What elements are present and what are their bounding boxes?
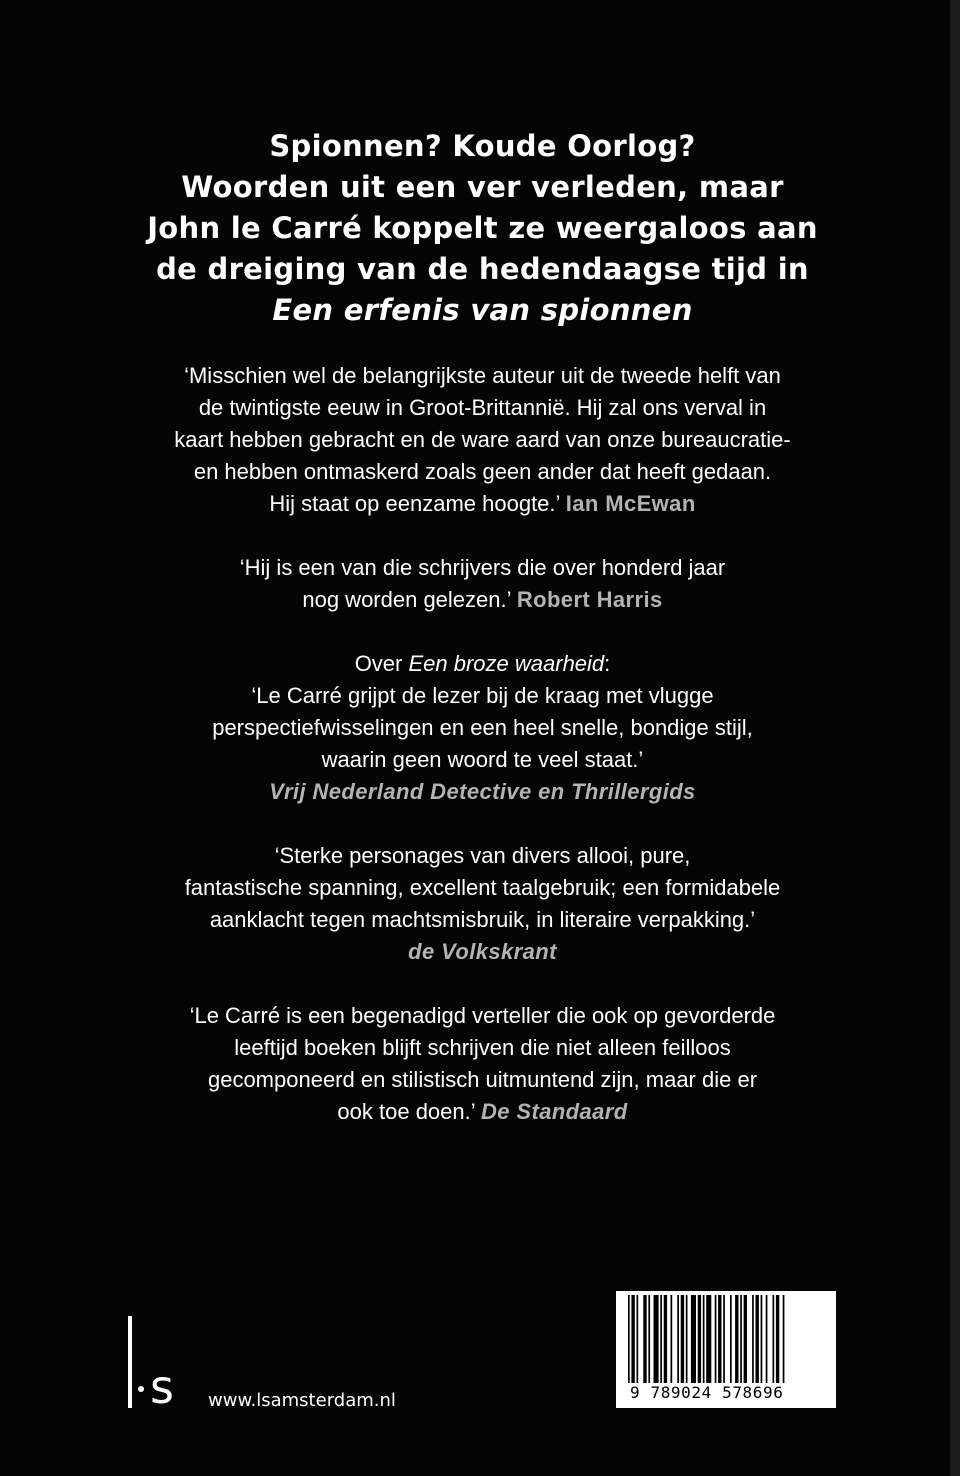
barcode-bar [664,1295,667,1383]
quote-line: fantastische spanning, excellent taalgebruik; een formidabele [184,875,781,900]
logo-letter: s [150,1360,174,1414]
quote-source: de Volkskrant [408,939,557,964]
quote-line: ‘Le Carré is een begenadigd verteller die ook op gevorderde [189,1003,776,1028]
isbn-barcode [616,1291,836,1408]
barcode-bar [756,1295,759,1383]
barcode-bar [706,1295,711,1383]
barcode-bar [686,1295,688,1383]
barcode-bar [730,1295,732,1383]
barcode-bar [703,1295,705,1383]
quote-volkskrant [60,840,905,968]
barcode-bar [773,1295,775,1383]
barcode-bar [735,1295,738,1383]
headline-line: Woorden uit een ver verleden, maar [181,170,784,204]
quote-intro-suffix: : [604,651,611,676]
barcode-bar [648,1295,650,1383]
headline-line: John le Carré koppelt ze weergaloos aan [147,211,818,245]
quote-line: waarin geen woord te veel staat.’ [321,747,644,772]
headline-book-title: Een erfenis van spionnen [272,293,693,327]
quote-mcewan [60,360,905,520]
quote-standaard [60,1000,905,1128]
logo-bar-icon [128,1316,132,1408]
barcode-bar [698,1295,701,1383]
barcode-bar [643,1295,646,1383]
barcode-bar [723,1295,725,1383]
barcode-bar [677,1295,679,1383]
barcode-bar [691,1295,696,1383]
quote-last-line [60,584,905,616]
barcode-bar [715,1295,717,1383]
headline-line: de dreiging van de hedendaagse tijd in [156,252,809,286]
barcode-bar [752,1295,754,1383]
quote-text: nog worden gelezen.’ [302,587,511,612]
barcode-bar [744,1295,747,1383]
barcode-bar [637,1295,639,1383]
quote-line: aanklacht tegen machtsmisbruik, in literaire verpakking.’ [209,907,756,932]
quote-source: Vrij Nederland Detective en Thrillergids [269,779,696,804]
barcode-bar [783,1295,785,1383]
headline-line: Spionnen? Koude Oorlog? [269,129,696,163]
quote-source: De Standaard [480,1099,628,1124]
quote-last-line [60,1096,905,1128]
publisher-logo [124,1316,424,1416]
barcode-bar [660,1295,662,1383]
quote-source: Ian McEwan [565,491,696,516]
cover-edge [950,0,960,1476]
quote-intro-title: Een broze waarheid [408,651,605,676]
publisher-url: www.lsamsterdam.nl [208,1390,396,1411]
quote-line: ‘Misschien wel de belangrijkste auteur uit de tweede helft van [184,363,781,388]
barcode-digits: 9 789024 578696 [630,1383,784,1402]
quote-intro-prefix: Over [354,651,409,676]
quote-text: ook toe doen.’ [337,1099,475,1124]
barcode-bar [766,1295,768,1383]
quote-line: en hebben ontmaskerd zoals geen ander dat heeft gedaan. [193,459,772,484]
quote-intro [60,648,905,680]
quote-source: Robert Harris [516,587,663,612]
headline [60,126,905,331]
quote-line: perspectiefwisselingen en een heel snelle, bondige stijl, [212,715,753,740]
quote-line: de twintigste eeuw in Groot-Brittannië. Hij zal ons verval in [198,395,767,420]
barcode-bar [761,1295,763,1383]
quote-line: kaart hebben gebracht en de ware aard van onze bureaucratie- [174,427,791,452]
quote-line: ‘Le Carré grijpt de lezer bij de kraag met vlugge [251,683,714,708]
quote-vrij-nederland [60,648,905,808]
barcode-bar [740,1295,742,1383]
barcode-bar [681,1295,684,1383]
barcode-bar [671,1295,673,1383]
review-quotes [60,360,905,1160]
barcode-bar [776,1295,779,1383]
quote-line: gecomponeerd en stilistisch uitmuntend zijn, maar die er [207,1067,758,1092]
quote-last-line [60,488,905,520]
logo-dot-icon [138,1386,144,1392]
barcode-bar [718,1295,721,1383]
barcode-bar [628,1295,630,1383]
barcode-bar [654,1295,659,1383]
quote-line: ‘Sterke personages van divers allooi, pure, [274,843,691,868]
quote-line: ‘Hij is een van die schrijvers die over honderd jaar [239,555,726,580]
quote-text: Hij staat op eenzame hoogte.’ [269,491,560,516]
quote-line: leeftijd boeken blijft schrijven die niet alleen feilloos [234,1035,731,1060]
quote-harris [60,552,905,616]
barcode-bar [631,1295,634,1383]
